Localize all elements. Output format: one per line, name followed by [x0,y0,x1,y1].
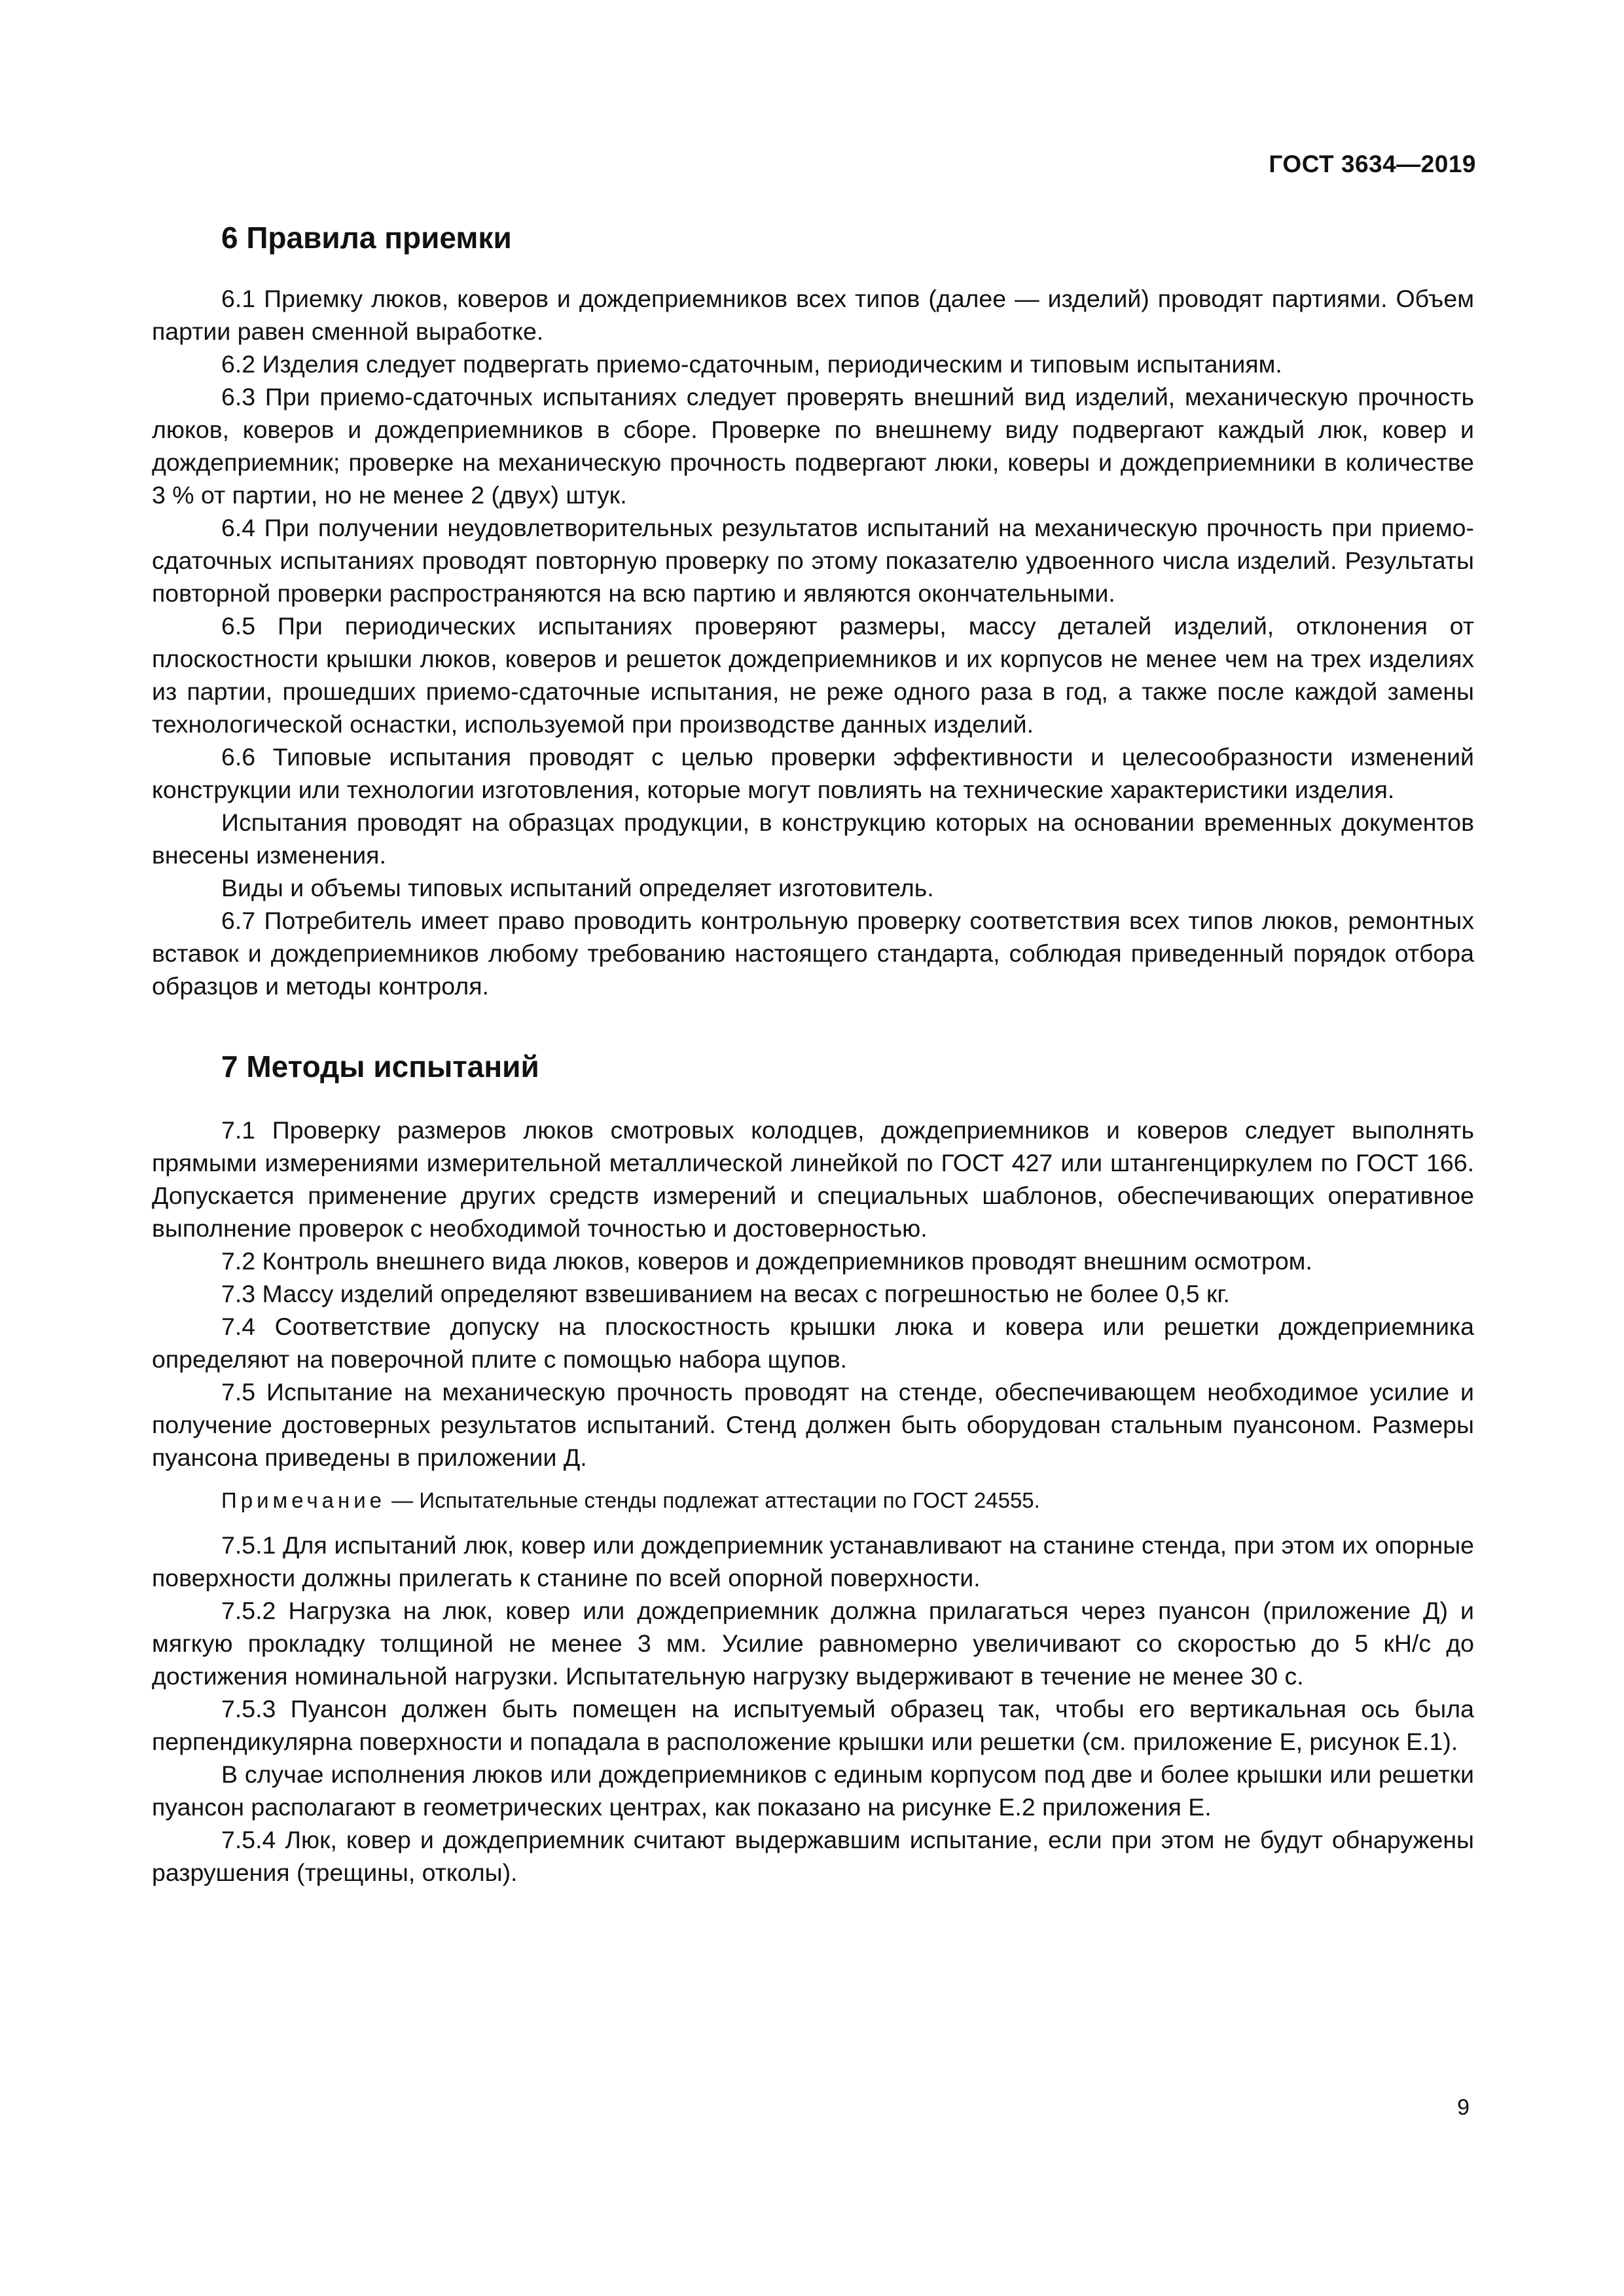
paragraph-7-1: 7.1 Проверку размеров люков смотровых колодцев, дождеприемников и коверов следует выполнять прямыми измерениями измерительной металлической линейкой по ГОСТ 427 или штангенциркулем по ГОСТ 166. Допускается применение других средств измерений и специальных шаблонов, обеспечивающих оперативное выполнение проверок с необходимой точностью и достоверностью. [152,1116,1474,1242]
paragraph-7-5-3: 7.5.3 Пуансон должен быть помещен на испытуемый образец так, чтобы его вертикальная ось была перпендикулярна поверхности и попадала в расположение крышки или решетки (см. приложение Е, рисунок Е.1). [152,1695,1474,1755]
section-6-body [152,282,1474,1002]
paragraph-6-3: 6.3 При приемо-сдаточных испытаниях следует проверять внешний вид изделий, механическую прочность люков, коверов и дождеприемников в сборе. Проверке по внешнему виду подвергают каждый люк, ковер и дождеприемник; проверке на механическую прочность подвергают люки, коверы и дождеприемники в количестве 3 % от партии, но не менее 2 (двух) штук. [152,383,1474,509]
paragraph-6-6: 6.6 Типовые испытания проводят с целью проверки эффективности и целесообразности изменений конструкции или технологии изготовления, которые могут повлиять на технические характеристики изделия. [152,743,1474,803]
note [152,1485,1474,1516]
paragraph-6-6-samples: Испытания проводят на образцах продукции, в конструкцию которых на основании временных документов внесены изменения. [152,809,1474,869]
document-code: ГОСТ 3634—2019 [1269,151,1476,177]
paragraph-7-5-3-multi: В случае исполнения люков или дождеприемников с единым корпусом под две и более крышки или решетки пуансон располагают в геометрических центрах, как показано на рисунке Е.2 приложения Е. [152,1760,1474,1821]
note-label: Примечание [221,1488,386,1512]
paragraph-6-7: 6.7 Потребитель имеет право проводить контрольную проверку соответствия всех типов люков, ремонтных вставок и дождеприемников любому требованию настоящего стандарта, соблюдая приведенный порядок отбора образцов и методы контроля. [152,907,1474,1000]
section-6-title: 6 Правила приемки [221,221,512,255]
paragraph-7-3: 7.3 Массу изделий определяют взвешиванием на весах с погрешностью не более 0,5 кг. [221,1280,1230,1307]
paragraph-7-5-1: 7.5.1 Для испытаний люк, ковер или дождеприемник устанавливают на станине стенда, при этом их опорные поверхности должны прилегать к станине по всей опорной поверхности. [152,1531,1474,1592]
paragraph-7-5: 7.5 Испытание на механическую прочность проводят на стенде, обеспечивающем необходимое усилие и получение достоверных результатов испытаний. Стенд должен быть оборудован стальным пуансоном. Размеры пуансона приведены в приложении Д. [152,1378,1474,1471]
paragraph-6-5: 6.5 При периодических испытаниях проверяют размеры, массу деталей изделий, отклонения от плоскостности крышки люков, коверов и решеток дождеприемников и их корпусов не менее чем на трех изделиях из партии, прошедших приемо-сдаточные испытания, не реже одного раза в год, а также после каждой замены технологической оснастки, используемой при производстве данных изделий. [152,612,1474,738]
paragraph-6-1: 6.1 Приемку люков, коверов и дождеприемников всех типов (далее — изделий) проводят партиями. Объем партии равен сменной выработке. [152,285,1474,345]
note-text: — Испытательные стенды подлежат аттестации по ГОСТ 24555. [386,1488,1040,1512]
paragraph-6-2: 6.2 Изделия следует подвергать приемо-сдаточным, периодическим и типовым испытаниям. [221,350,1282,378]
paragraph-6-6-scope: Виды и объемы типовых испытаний определяет изготовитель. [221,874,934,902]
paragraph-7-5-4: 7.5.4 Люк, ковер и дождеприемник считают выдержавшим испытание, если при этом не будут обнаружены разрушения (трещины, отколы). [152,1826,1474,1886]
paragraph-6-4: 6.4 При получении неудовлетворительных результатов испытаний на механическую прочность при приемо-сдаточных испытаниях проводят повторную проверку по этому показателю удвоенного числа изделий. Результаты повторной проверки распространяются на всю партию и являются окончательными. [152,514,1474,607]
paragraph-7-4: 7.4 Соответствие допуску на плоскостность крышки люка и ковера или решетки дождеприемника определяют на поверочной плите с помощью набора щупов. [152,1313,1474,1373]
page-number: 9 [1457,2095,1470,2120]
paragraph-7-5-2: 7.5.2 Нагрузка на люк, ковер или дождеприемник должна прилагаться через пуансон (приложение Д) и мягкую прокладку толщиной не менее 3 мм. Усилие равномерно увеличивают со скоростью до 5 кН/с до достижения номинальной нагрузки. Испытательную нагрузку выдерживают в течение не менее 30 с. [152,1597,1474,1690]
paragraph-7-2: 7.2 Контроль внешнего вида люков, коверов и дождеприемников проводят внешним осмотром. [221,1247,1312,1275]
section-7-body [152,1114,1474,1889]
page-content [152,219,1474,1889]
section-7-title: 7 Методы испытаний [221,1049,539,1084]
